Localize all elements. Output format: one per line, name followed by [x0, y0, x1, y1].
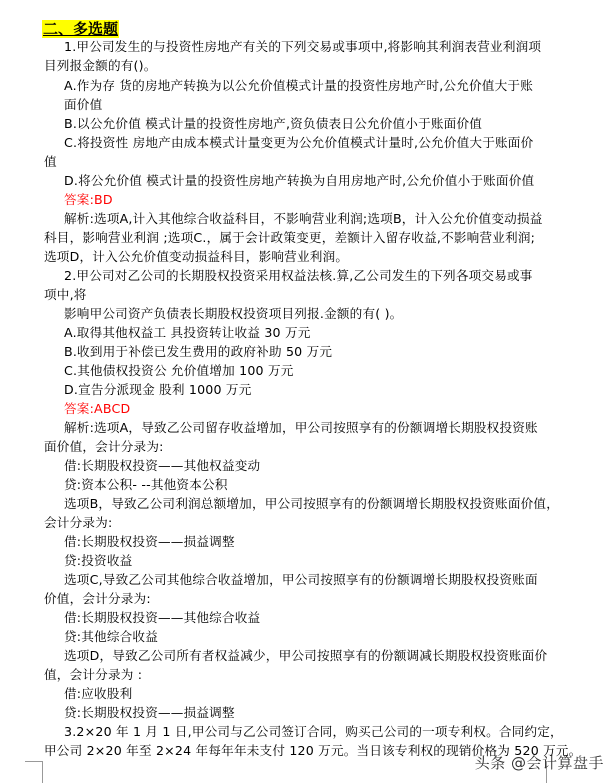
- q1-stem-line1: 1.甲公司发生的与投资性房地产有关的下列交易或事项中,将影响其利润表营业利润项: [64, 39, 542, 54]
- q2-analysis-b-line1: 选项B，导致乙公司利润总额增加，甲公司按照享有的份额调增长期股权投资账面价值，: [64, 496, 560, 511]
- q1-option-b: B.以公允价值 模式计量的投资性房地产,资负债表日公允价值小于账面价值: [64, 116, 483, 131]
- q1-stem-line2: 目列报金额的有()。: [44, 58, 157, 73]
- q2-analysis-d-line2: 值，会计分录为 :: [44, 667, 143, 682]
- q1-answer: 答案:BD: [64, 192, 113, 207]
- q2-stem-line2: 项中,将: [44, 287, 87, 302]
- q3-stem-line1: 3.2×20 年 1 月 1 日,甲公司与乙公司签订合同，购买己公司的一项专利权。合同约定，: [64, 724, 563, 739]
- q2-option-a: A.取得其他权益工 具投资转让收益 30 万元: [64, 325, 311, 340]
- q2-analysis-d-credit: 贷:长期股权投资——损益调整: [64, 705, 235, 720]
- q2-analysis-a-credit: 贷:资本公积- --其他资本公积: [64, 477, 228, 492]
- q2-analysis-b-debit: 借:长期股权投资——损益调整: [64, 534, 235, 549]
- q2-analysis-c-credit: 贷:其他综合收益: [64, 629, 158, 644]
- q2-analysis-c-line2: 价值，会计分录为:: [44, 591, 151, 606]
- q2-analysis-d-line1: 选项D，导致乙公司所有者权益减少，甲公司按照享有的份额调减长期股权投资账面价: [64, 648, 548, 663]
- q2-stem-line3: 影响甲公司资产负债表长期股权投资项目列报.金额的有( )。: [64, 306, 403, 321]
- q1-option-d: D.将公允价值 模式计量的投资性房地产转换为自用房地产时,公允价值小于账面价值: [64, 173, 535, 188]
- q2-analysis-a-debit: 借:长期股权投资——其他权益变动: [64, 458, 261, 473]
- q1-analysis-line1: 解析:选项A,计入其他综合收益科目，不影响营业利润;选项B，计入公允价值变动损益: [64, 211, 543, 226]
- q2-stem-line1: 2.甲公司对乙公司的长期股权投资采用权益法核.算,乙公司发生的下列各项交易或事: [64, 268, 533, 283]
- q2-option-c: C.其他债权投资公 允价值增加 100 万元: [64, 363, 294, 378]
- q1-option-a-line1: A.作为存 货的房地产转换为以公允价值模式计量的投资性房地产时,公允价值大于账: [64, 78, 533, 93]
- q1-analysis-line2: 科目，影响营业利润 ;选项C.，属于会计政策变更，差额计入留存收益,不影响营业利润;: [44, 230, 536, 245]
- q2-answer: 答案:ABCD: [64, 401, 131, 416]
- q1-option-c-line1: C.将投资性 房地产由成本模式计量变更为公允价值模式计量时,公允价值大于账面价: [64, 135, 534, 150]
- q2-analysis-c-debit: 借:长期股权投资——其他综合收益: [64, 610, 261, 625]
- q2-option-d: D.宣告分派现金 股利 1000 万元: [64, 382, 252, 397]
- q1-option-a-line2: 面价值: [64, 97, 103, 112]
- page-corner-mark-left: [42, 761, 43, 783]
- q3-stem-line2: 甲公司 2×20 年至 2×24 年每年年未支付 120 万元。当日该专利权的现销价格为 520 万元。: [44, 743, 582, 758]
- page-corner-mark-horizontal: [25, 761, 43, 762]
- q2-analysis-a-line2: 面价值，会计分录为:: [44, 439, 164, 454]
- q1-option-c-line2: 值: [44, 154, 57, 169]
- q2-option-b: B.收到用于补偿已发生费用的政府补助 50 万元: [64, 344, 333, 359]
- q2-analysis-a-line1: 解析:选项A，导致乙公司留存收益增加，甲公司按照享有的份额调增长期股权投资账: [64, 420, 538, 435]
- q1-analysis-line3: 选项D，计入公允价值变动损益科目，影响营业利润。: [44, 249, 349, 264]
- q2-analysis-b-line2: 会计分录为:: [44, 515, 113, 530]
- q2-analysis-c-line1: 选项C,导致乙公司其他综合收益增加，甲公司按照享有的份额调增长期股权投资账面: [64, 572, 538, 587]
- section-title: 二、多选题: [43, 20, 119, 38]
- q2-analysis-d-debit: 借:应收股利: [64, 686, 133, 701]
- watermark: 头条 @会计算盘手: [474, 754, 604, 772]
- q2-analysis-b-credit: 贷:投资收益: [64, 553, 133, 568]
